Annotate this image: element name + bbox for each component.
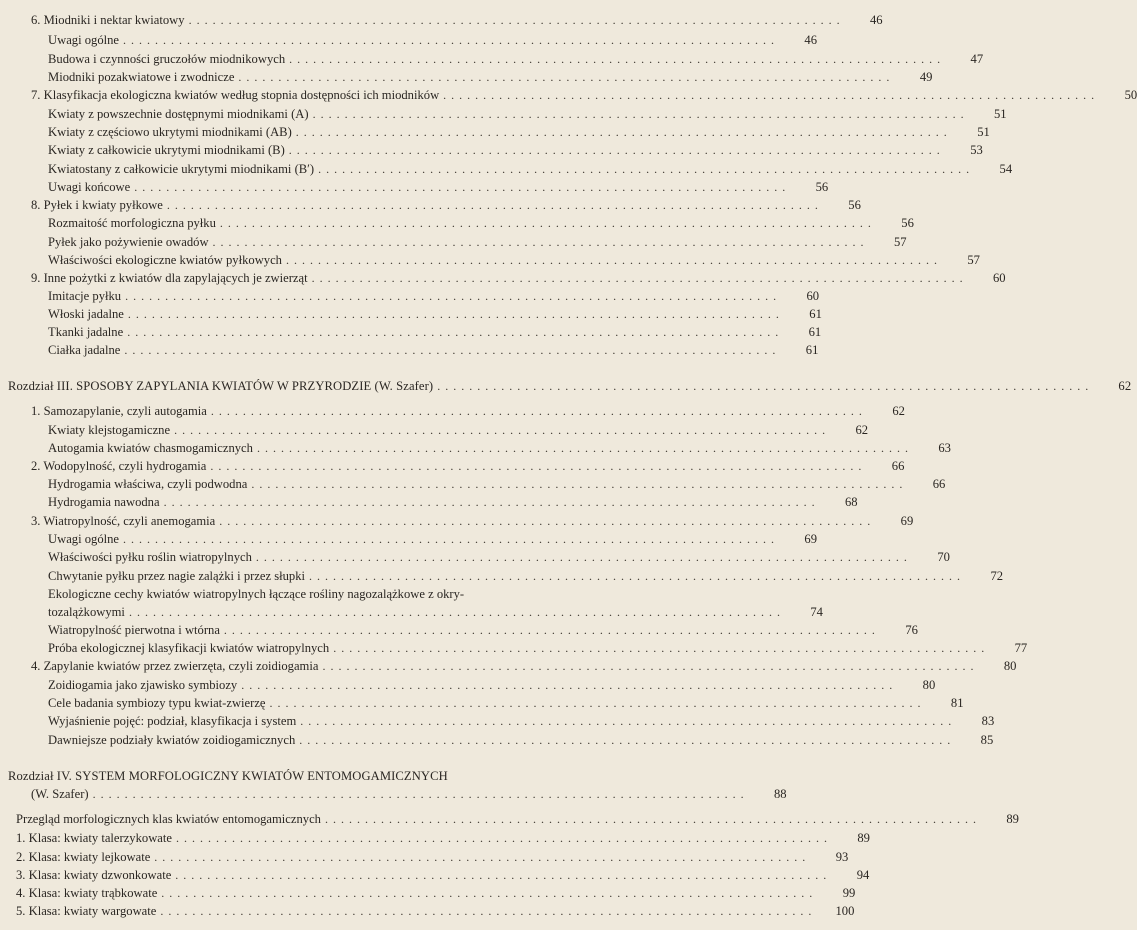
leader-dots: .................................................................................. xyxy=(219,216,876,230)
toc-entry-page: 70 xyxy=(937,550,950,564)
toc-entry-page: 80 xyxy=(1003,659,1017,673)
toc-entry-title: 1. Samozapylanie, czyli autogamia xyxy=(31,404,207,418)
toc-entry-page: 56 xyxy=(815,180,829,194)
toc-entry xyxy=(31,458,905,474)
toc-entry-title: Chwytanie pyłku przez nagie zalążki i przez słupki xyxy=(48,569,306,583)
toc-entry xyxy=(16,811,1019,827)
toc-entry-title: Włoski jadalne xyxy=(48,307,124,321)
leader-dots: .................................................................................. xyxy=(174,423,831,437)
toc-entry-page: 63 xyxy=(938,441,951,455)
toc-chapter-heading xyxy=(8,768,615,784)
toc-entry-title: Hydrogamia nawodna xyxy=(48,495,160,509)
leader-dots: .................................................................................. xyxy=(324,812,981,826)
leader-dots: .................................................................................. xyxy=(312,107,969,121)
toc-entry-title: 5. Klasa: kwiaty wargowate xyxy=(16,904,157,918)
toc-entry-title: 4. Zapylanie kwiatów przez zwierzęta, czyli zoidiogamia xyxy=(31,659,319,673)
leader-dots: .................................................................................. xyxy=(309,569,966,583)
leader-dots: .................................................................................. xyxy=(163,495,820,509)
toc-entry-title: 1. Klasa: kwiaty talerzykowate xyxy=(16,831,172,845)
toc-entry-page: 54 xyxy=(999,162,1013,176)
toc-entry xyxy=(31,12,883,28)
toc-entry-title: Wiatropylność pierwotna i wtórna xyxy=(48,623,220,637)
toc-entry-page: 62 xyxy=(892,404,905,418)
toc-chapter-heading xyxy=(8,378,1132,394)
toc-entry-page: 69 xyxy=(804,532,817,546)
toc-entry-title: 9. Inne pożytki z kwiatów dla zapylających je zwierząt xyxy=(31,271,308,285)
toc-entry-page: 68 xyxy=(844,495,858,509)
toc-entry-page: 56 xyxy=(848,198,861,212)
toc-entry-title: Tkanki jadalne xyxy=(48,325,124,339)
leader-dots: .................................................................................. xyxy=(175,868,832,882)
toc-entry-title: Próba ekologicznej klasyfikacji kwiatów wiatropylnych xyxy=(48,641,330,655)
toc-entry-title: Ekologiczne cechy kwiatów wiatropylnych łączące rośliny nagozalążkowe z okry- xyxy=(48,587,465,601)
leader-dots: .................................................................................. xyxy=(188,13,845,27)
toc-entry xyxy=(48,531,817,547)
toc-entry xyxy=(31,786,787,802)
toc-entry-page: 72 xyxy=(990,569,1004,583)
toc-entry-title: Autogamia kwiatów chasmogamicznych xyxy=(48,441,253,455)
toc-entry-title: 2. Klasa: kwiaty lejkowate xyxy=(16,850,151,864)
toc-entry-title: 6. Miodniki i nektar kwiatowy xyxy=(31,13,185,27)
toc-entry xyxy=(16,849,849,865)
toc-entry-page: 56 xyxy=(901,216,914,230)
leader-dots: .................................................................................. xyxy=(333,641,990,655)
toc-entry-title: Przegląd morfologicznych klas kwiatów entomogamicznych xyxy=(16,812,321,826)
leader-dots: .................................................................................. xyxy=(212,235,869,249)
toc-entry-page: 66 xyxy=(932,477,946,491)
toc-entry-page: 57 xyxy=(893,235,907,249)
toc-entry xyxy=(48,604,823,620)
leader-dots: .................................................................................. xyxy=(175,831,832,845)
leader-dots: .................................................................................. xyxy=(255,550,912,564)
toc-entry xyxy=(31,513,914,529)
toc-entry-title: Wyjaśnienie pojęć: podział, klasyfikacja i system xyxy=(48,714,297,728)
leader-dots: .................................................................................. xyxy=(125,289,782,303)
toc-entry xyxy=(48,494,858,510)
toc-entry xyxy=(48,51,984,67)
toc-entry-page: 47 xyxy=(970,52,984,66)
leader-dots: .................................................................................. xyxy=(161,886,818,900)
toc-entry xyxy=(48,69,933,85)
toc-entry xyxy=(48,640,1028,656)
toc-entry-title: 3. Klasa: kwiaty dzwonkowate xyxy=(16,868,172,882)
toc-entry-page: 81 xyxy=(950,696,964,710)
leader-dots: .................................................................................. xyxy=(166,198,823,212)
leader-dots: .................................................................................. xyxy=(210,404,867,418)
toc-entry xyxy=(48,713,995,729)
toc-entry-page: 77 xyxy=(1014,641,1028,655)
leader-dots: .................................................................................. xyxy=(300,714,957,728)
toc-entry xyxy=(48,106,1007,122)
leader-dots: .................................................................................. xyxy=(269,696,926,710)
toc-entry xyxy=(16,903,855,919)
toc-entry-title: tozalążkowymi xyxy=(48,605,125,619)
toc-entry-title: Kwiaty klejstogamiczne xyxy=(48,423,171,437)
toc-entry xyxy=(48,549,950,565)
toc-entry-title: Miodniki pozakwiatowe i zwodnicze xyxy=(48,70,235,84)
toc-entry-page: 60 xyxy=(806,289,820,303)
toc-entry xyxy=(48,32,817,48)
toc-entry-page: 50 xyxy=(1124,88,1137,102)
leader-dots: .................................................................................. xyxy=(127,325,784,339)
toc-entry-page: 66 xyxy=(891,459,905,473)
toc-entry xyxy=(16,885,856,901)
toc-entry-page: 99 xyxy=(842,886,856,900)
toc-entry-title: Ciałka jadalne xyxy=(48,343,121,357)
toc-entry-page: 93 xyxy=(835,850,849,864)
toc-entry-title: Uwagi końcowe xyxy=(48,180,131,194)
toc-entry-page: 83 xyxy=(981,714,995,728)
toc-entry-page: 57 xyxy=(967,253,980,267)
toc-entry xyxy=(48,215,914,231)
toc-entry xyxy=(48,732,994,748)
toc-entry-title: Budowa i czynności gruczołów miodnikowych xyxy=(48,52,286,66)
toc-entry xyxy=(48,476,946,492)
leader-dots: .................................................................................. xyxy=(289,52,946,66)
toc-entry-page: 61 xyxy=(805,343,819,357)
toc-entry xyxy=(31,658,1017,674)
leader-dots: .................................................................................. xyxy=(210,459,867,473)
toc-entry-title: Kwiaty z całkowicie ukrytymi miodnikami (B) xyxy=(48,143,285,157)
leader-dots: .................................................................................. xyxy=(285,253,942,267)
leader-dots: .................................................................................. xyxy=(124,343,781,357)
toc-entry xyxy=(48,252,980,268)
toc-entry-title: 4. Klasa: kwiaty trąbkowate xyxy=(16,886,158,900)
leader-dots: .................................................................................. xyxy=(311,271,968,285)
toc-entry-page: 49 xyxy=(919,70,933,84)
leader-dots: .................................................................................. xyxy=(288,143,945,157)
toc-entry xyxy=(31,87,1137,103)
toc-entry-title: Hydrogamia właściwa, czyli podwodna xyxy=(48,477,248,491)
toc-entry xyxy=(48,342,819,358)
leader-dots: .................................................................................. xyxy=(256,441,913,455)
toc-entry-title: Uwagi ogólne xyxy=(48,33,119,47)
toc-entry-page: 94 xyxy=(856,868,870,882)
toc-entry xyxy=(48,179,829,195)
toc-entry-title: Właściwości pyłku roślin wiatropylnych xyxy=(48,550,252,564)
leader-dots: .................................................................................. xyxy=(160,904,817,918)
toc-entry-page: 74 xyxy=(810,605,823,619)
toc-entry-page: 61 xyxy=(808,325,822,339)
leader-dots: .................................................................................. xyxy=(128,605,785,619)
toc-entry-title: Kwiaty z powszechnie dostępnymi miodnikami (A) xyxy=(48,107,309,121)
toc-entry-title: Kwiatostany z całkowicie ukrytymi miodnikami (B′) xyxy=(48,162,315,176)
leader-dots: .................................................................................. xyxy=(134,180,791,194)
toc-entry-title: Dawniejsze podziały kwiatów zoidiogamicznych xyxy=(48,733,296,747)
toc-entry-title: Kwiaty z częściowo ukrytymi miodnikami (AB) xyxy=(48,125,292,139)
toc-entry xyxy=(31,270,1006,286)
toc-entry-title: 7. Klasyfikacja ekologiczna kwiatów według stopnia dostępności ich miodników xyxy=(31,88,440,102)
toc-entry xyxy=(48,161,1013,177)
toc-entry xyxy=(48,622,918,638)
toc-entry-page: 69 xyxy=(900,514,914,528)
toc-entry-page: 62 xyxy=(855,423,869,437)
leader-dots: .................................................................................. xyxy=(154,850,811,864)
toc-entry-title: 2. Wodopylność, czyli hydrogamia xyxy=(31,459,207,473)
toc-entry-title: 8. Pyłek i kwiaty pyłkowe xyxy=(31,198,163,212)
toc-entry-title: Zoidiogamia jako zjawisko symbiozy xyxy=(48,678,238,692)
toc-entry xyxy=(48,288,820,304)
toc-entry-page: 60 xyxy=(993,271,1006,285)
toc-entry xyxy=(16,830,870,846)
toc-entry-page: 76 xyxy=(905,623,918,637)
toc-entry-title: Uwagi ogólne xyxy=(48,532,119,546)
leader-dots: .................................................................................. xyxy=(123,532,779,546)
leader-dots: .................................................................................. xyxy=(127,307,784,321)
toc-entry xyxy=(48,440,951,456)
leader-dots: .................................................................................. xyxy=(238,70,895,84)
toc-entry-title: Cele badania symbiozy typu kwiat-zwierzę xyxy=(48,696,266,710)
toc-entry xyxy=(48,586,615,602)
toc-entry xyxy=(48,142,983,158)
leader-dots: .................................................................................. xyxy=(437,379,1094,393)
leader-dots: .................................................................................. xyxy=(251,477,908,491)
toc-entry-page: 88 xyxy=(773,787,787,801)
toc-entry xyxy=(31,403,905,419)
toc-entry xyxy=(48,695,964,711)
toc-entry-page: 89 xyxy=(1006,812,1019,826)
leader-dots: .................................................................................. xyxy=(299,733,956,747)
toc-entry-title: Rozmaitość morfologiczna pyłku xyxy=(48,216,216,230)
leader-dots: .................................................................................. xyxy=(219,514,876,528)
leader-dots: .................................................................................. xyxy=(322,659,979,673)
toc-entry-page: 51 xyxy=(977,125,990,139)
leader-dots: .................................................................................. xyxy=(295,125,952,139)
leader-dots: .................................................................................. xyxy=(92,787,749,801)
leader-dots: .................................................................................. xyxy=(318,162,975,176)
toc-entry-page: 85 xyxy=(980,733,994,747)
toc-entry-page: 46 xyxy=(804,33,817,47)
toc-entry-page: 100 xyxy=(835,904,855,918)
toc-entry xyxy=(16,867,870,883)
toc-entry-title: Właściwości ekologiczne kwiatów pyłkowych xyxy=(48,253,282,267)
toc-entry-title: (W. Szafer) xyxy=(31,787,89,801)
toc-entry xyxy=(48,568,1004,584)
toc-entry-title: 3. Wiatropylność, czyli anemogamia xyxy=(31,514,216,528)
toc-entry-page: 89 xyxy=(857,831,870,845)
toc-entry xyxy=(48,422,869,438)
toc-entry-page: 62 xyxy=(1118,379,1132,393)
toc-entry xyxy=(48,324,822,340)
leader-dots: .................................................................................. xyxy=(443,88,1100,102)
toc-entry xyxy=(48,306,822,322)
toc-entry xyxy=(48,124,990,140)
toc-entry xyxy=(48,234,907,250)
leader-dots: .................................................................................. xyxy=(123,33,779,47)
toc-entry-page: 61 xyxy=(809,307,822,321)
toc-entry-title: Pyłek jako pożywienie owadów xyxy=(48,235,209,249)
toc-entry xyxy=(31,197,861,213)
toc-entry-page: 80 xyxy=(922,678,936,692)
toc-entry-title: Imitacje pyłku xyxy=(48,289,122,303)
toc-entry-page: 51 xyxy=(993,107,1007,121)
toc-entry xyxy=(48,677,936,693)
toc-entry-title: Rozdział III. SPOSOBY ZAPYLANIA KWIATÓW W PRZYRODZIE (W. Szafer) xyxy=(8,379,434,393)
toc-entry-page: 53 xyxy=(970,143,983,157)
toc-entry-title: Rozdział IV. SYSTEM MORFOLOGICZNY KWIATÓW ENTOMOGAMICZNYCH xyxy=(8,769,448,783)
leader-dots: .................................................................................. xyxy=(241,678,898,692)
toc-entry-page: 46 xyxy=(869,13,883,27)
leader-dots: .................................................................................. xyxy=(223,623,880,637)
